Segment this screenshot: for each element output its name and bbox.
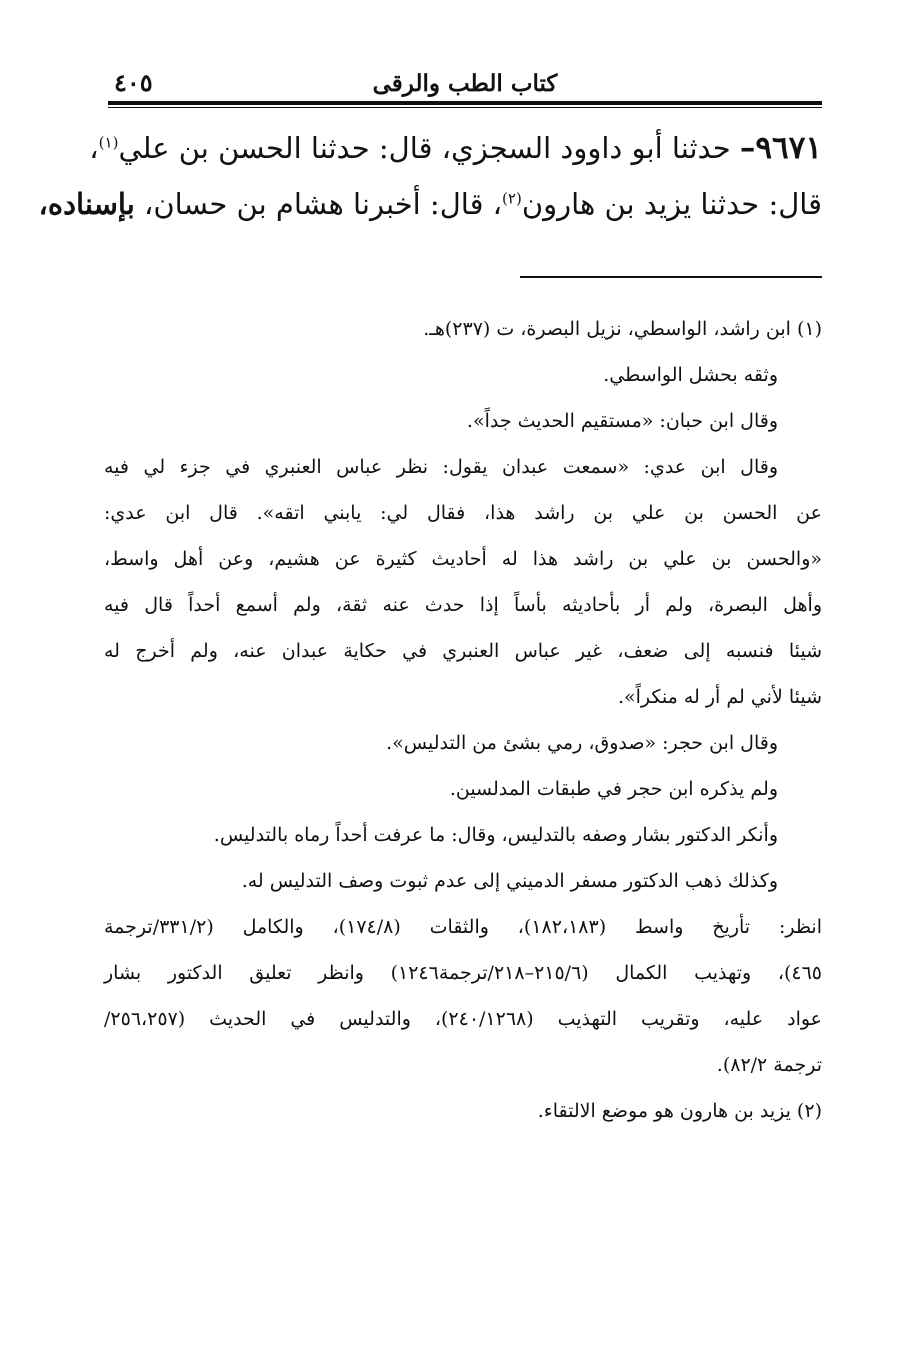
footnote-line: وقال ابن حجر: «صدوق، رمي بشئ من التدليس». — [386, 732, 778, 754]
hadith-line-2 — [38, 176, 822, 232]
footnote-line: وقال ابن عدي: «سمعت عبدان يقول: نظر عباس العنبري في جزء لي فيه — [104, 456, 778, 478]
footnote-ref-2: (٢) — [502, 189, 522, 208]
footnotes — [104, 306, 822, 1134]
footnote-line: شيئا لأني لم أر له منكراً». — [617, 686, 822, 708]
footnote-line: عن الحسن بن علي بن راشد هذا، فقال لي: يابني اتقه». قال ابن عدي: — [104, 502, 822, 524]
page-number: ٤٠٥ — [114, 68, 153, 97]
footnote-2-heading: (٢) يزيد بن هارون هو موضع الالتقاء. — [537, 1100, 822, 1122]
footnote-1-heading: (١) ابن راشد، الواسطي، نزيل البصرة، ت (٢٣٧)هـ. — [423, 318, 822, 340]
hadith-text — [38, 120, 822, 232]
footnote-line: ٤٦٥)، وتهذيب الكمال (٢١٥/٦–٢١٨/ترجمة١٢٤٦) وانظر تعليق الدكتور بشار — [104, 962, 822, 984]
hadith-text-segment: ، قال: أخبرنا هشام بن حسان، — [134, 187, 503, 221]
hadith-text-segment: قال: حدثنا يزيد بن هارون — [521, 187, 822, 221]
footnote-line: وأنكر الدكتور بشار وصفه بالتدليس، وقال: ما عرفت أحداً رماه بالتدليس. — [213, 824, 778, 846]
footnote-line: وكذلك ذهب الدكتور مسفر الدميني إلى عدم ثبوت وصف التدليس له. — [241, 870, 778, 892]
footnote-line: عواد عليه، وتقريب التهذيب (٢٤٠/١٢٦٨)، والتدليس في الحديث (٢٥٦،٢٥٧/ — [104, 1008, 823, 1030]
book-title: كتاب الطب والرقى — [372, 70, 558, 97]
hadith-text-segment: ، — [89, 131, 99, 165]
footnote-line: انظر: تأريخ واسط (١٨٢،١٨٣)، والثقات (١٧٤/٨)، والكامل (٣٣١/٢/ترجمة — [104, 916, 822, 938]
header-rule-thick — [108, 101, 822, 105]
footnote-line: ولم يذكره ابن حجر في طبقات المدلسين. — [449, 778, 778, 800]
header-rule-thin — [108, 107, 822, 108]
hadith-line-1 — [89, 120, 822, 176]
footnote-line: وأهل البصرة، ولم أر بأحاديثه بأساً إذا حدث عنه ثقة، ولم أسمع أحداً قال فيه — [104, 594, 822, 616]
hadith-text-segment: حدثنا أبو داوود السجزي، قال: حدثنا الحسن بن علي — [118, 131, 740, 165]
running-header — [108, 66, 822, 102]
bold-phrase: بإسناده، — [38, 187, 135, 221]
footnote-ref-1: (١) — [98, 133, 119, 152]
footnote-separator — [520, 276, 822, 278]
footnote-line: شيئا فنسبه إلى ضعف، غير عباس العنبري في حكاية عبدان عنه، ولم أخرج له — [104, 640, 822, 662]
footnote-line: ترجمة ٨٢/٢). — [716, 1054, 822, 1076]
footnote-line: وثقه بحشل الواسطي. — [603, 364, 778, 386]
footnote-line: وقال ابن حبان: «مستقيم الحديث جداً». — [466, 410, 778, 432]
hadith-number: ٩٦٧١– — [739, 130, 822, 166]
footnote-line: «والحسن بن علي بن راشد هذا له أحاديث كثيرة عن هشيم، وعن أهل واسط، — [104, 548, 822, 570]
